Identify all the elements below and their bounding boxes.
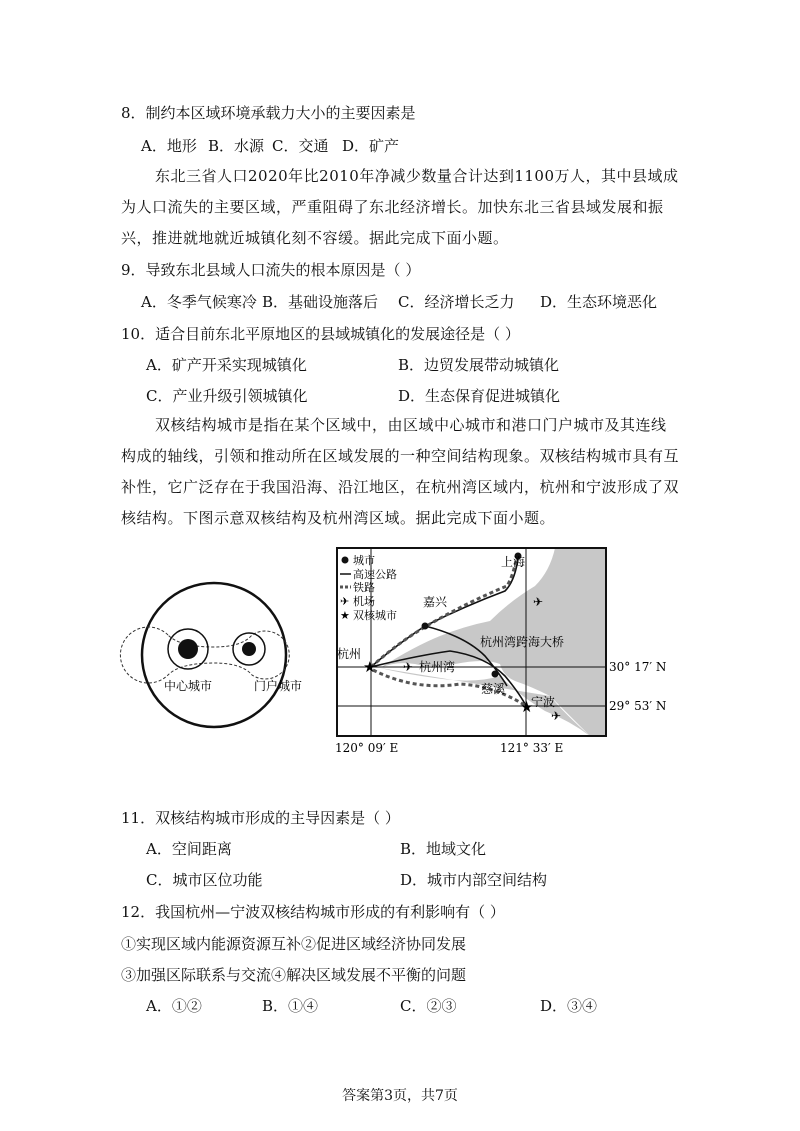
city-ningbo-star: ★: [520, 698, 534, 716]
q10-option-d: D．生态保育促进城镇化: [398, 387, 561, 405]
legend-railway: 铁路: [353, 581, 375, 594]
dual-core-structure-diagram: [118, 575, 318, 745]
latitude-bottom: 29° 53′ N: [609, 699, 667, 713]
passage-dual-core-city: 双核结构城市是指在某个区域中，由区域中心城市和港口门户城市及其连线构成的轴线，引领和推动所在区域发展的一种空间结构现象。双核结构城市具有互补性，它广泛存在于我国沿海、沿江地区，在杭州湾区域内，杭州和宁波形成了双核结构。下图示意双核结构及杭州湾区域。据此完成下面小题。: [121, 416, 680, 527]
q8-stem: 8．制约本区域环境承载力大小的主要因素是: [121, 104, 416, 122]
q8-option-c: C．交通: [272, 137, 329, 155]
city-cixi: 慈溪: [481, 682, 506, 696]
longitude-right: 121° 33′ E: [500, 741, 564, 755]
page-footer: 答案第3页，共7页: [342, 1088, 458, 1104]
legend-highway: 高速公路: [353, 568, 397, 581]
label-center-city: 中心城市: [164, 679, 213, 693]
legend-airport: 机场: [353, 595, 375, 608]
city-hangzhou-star: ★: [363, 658, 377, 676]
q9-option-c: C．经济增长乏力: [398, 293, 515, 311]
q12-option-d: D．③④: [540, 997, 598, 1015]
q12-option-b: B．①④: [262, 997, 319, 1015]
city-shanghai: 上海: [501, 555, 526, 569]
q11-option-d: D．城市内部空间结构: [400, 871, 548, 889]
q12-option-a: A．①②: [146, 997, 202, 1015]
q11-stem: 11．双核结构城市形成的主导因素是（ ）: [121, 809, 400, 827]
q10-stem: 10．适合目前东北平原地区的县域城镇化的发展途径是（ ）: [121, 325, 520, 343]
q11-option-c: C．城市区位功能: [146, 871, 263, 889]
map-legend: [340, 554, 397, 622]
q10-option-b: B．边贸发展带动城镇化: [398, 356, 560, 374]
legend-star-icon: ★: [340, 609, 350, 622]
label-gateway-city: 门户城市: [254, 679, 303, 693]
q12-stem: 12．我国杭州—宁波双核结构城市形成的有利影响有（ ）: [121, 903, 505, 921]
q8-option-b: B．水源: [208, 137, 265, 155]
legend-city: 城市: [353, 554, 375, 567]
q9-option-b: B．基础设施落后: [262, 293, 379, 311]
airport-ningbo-icon: ✈: [551, 709, 562, 723]
q9-option-d: D．生态环境恶化: [540, 293, 658, 311]
q8-option-a: A．地形: [141, 137, 197, 155]
q9-stem: 9．导致东北县域人口流失的根本原因是（ ）: [121, 261, 421, 279]
airport-shanghai-icon: ✈: [533, 595, 544, 609]
q9-option-a: A．冬季气候寒冷: [141, 293, 257, 311]
q11-option-a: A．空间距离: [146, 840, 232, 858]
legend-airport-icon: ✈: [340, 595, 350, 608]
city-cixi-dot: [492, 671, 499, 678]
airport-hangzhou-icon: ✈: [403, 660, 414, 674]
center-city-dot: [178, 639, 198, 659]
q12-items-line1: ①实现区域内能源资源互补②促进区域经济协同发展: [121, 935, 467, 953]
latitude-top: 30° 17′ N: [609, 660, 667, 674]
label-hangzhou-bay: 杭州湾: [419, 660, 456, 674]
city-ningbo: 宁波: [531, 695, 556, 709]
gateway-city-dot: [242, 642, 256, 656]
q12-option-c: C．②③: [400, 997, 457, 1015]
q8-option-d: D．矿产: [342, 137, 400, 155]
passage-northeast-population: 东北三省人口2020年比2010年净减少数量合计达到1100万人，其中县域成为人口流失的主要区域，严重阻碍了东北经济增长。加快东北三省县域发展和振兴，推进就地就近城镇化刻不容缓。据此完成下面小题。: [121, 167, 679, 247]
city-hangzhou: 杭州: [337, 647, 362, 661]
legend-city-symbol: [342, 557, 349, 564]
q11-option-b: B．地域文化: [400, 840, 487, 858]
city-jiaxing: 嘉兴: [423, 595, 448, 609]
hangzhou-bay-map: [335, 546, 685, 766]
longitude-left: 120° 09′ E: [335, 741, 399, 755]
label-bay-bridge: 杭州湾跨海大桥: [480, 635, 565, 649]
q12-items-line2: ③加强区际联系与交流④解决区域发展不平衡的问题: [121, 966, 467, 984]
legend-dual-core-city: 双核城市: [353, 609, 397, 622]
q10-option-a: A．矿产开采实现城镇化: [146, 356, 307, 374]
q10-option-c: C．产业升级引领城镇化: [146, 387, 308, 405]
city-jiaxing-dot: [422, 623, 429, 630]
